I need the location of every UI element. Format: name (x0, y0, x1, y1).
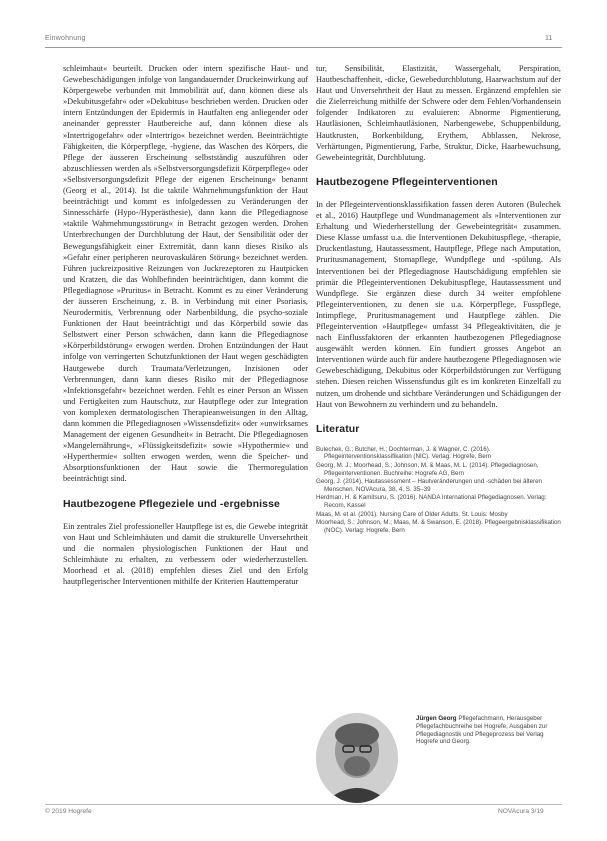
section-heading: Hautbezogene Pflegeziele und -ergebnisse (63, 497, 280, 510)
left-column (63, 63, 308, 587)
reference-list (316, 446, 561, 535)
body-paragraph: tur, Sensibilität, Elastizität, Wassergehalt, Perspiration, Hautbeschaffenheit, -dicke, Gewebedurchblutung, Haarwachstum auf der Haut und Unversehrtheit der Haut zu messen. Ergänzend empfehlen sie die Zielerreichung mithilfe der Schwere oder dem Fehlen/Vorhandensein folgender Indikatoren zu evaluieren: Abnorme Pigmentierung, Hautläsionen, Schleimhautläsionen, Narbengewebe, Schuppenbildung, Hautkrusten, Borkenbildung, Erythem, Abblassen, Nekrose, Verhärtungen, Pigmentierung, Farbe, Struktur, Dicke, Haarbewuchsung, Gewebeintegrität, Durchblutung. (316, 64, 561, 162)
author-bio (416, 715, 561, 746)
section-heading: Hautbezogene Pflegeinterventionen (316, 175, 498, 188)
reference-item: Georg, M. J.; Moorhead, S.; Johnson, M. & Maas, M. L. (2014). Pflegediagnosen, Pflegeinterventionen. Buchreihe: Hogrefe AG, Bern (316, 462, 539, 477)
author-photo (316, 713, 398, 803)
author-box (316, 713, 561, 803)
reference-item: Bulechek, G.; Butcher, H.; Dochterman, J. & Wagner, C. (2016). Pflegeinterventionsklassifikation (NIC). Verlag: Hogrefe, Bern (316, 445, 492, 461)
footer-copyright: © 2019 Hogrefe (45, 808, 92, 815)
body-paragraph: schleimhaut« beurteilt. Drucken oder intern spezifische Haut- und Gewebeschädigungen infolge von langandauernder Druckeinwirkung auf Körpergewebe verbunden mit Immobilität auf, dann können diese als »Dekubitusgefahr« oder »Dekubitus« beschrieben werden. Drucken oder intern Entzündungen der Epidermis in Hautfalten eng anliegender oder aneinander gepresster Hautbereiche auf, dann können diese als »Intertrigogefahr« oder »Intertrigo« bezeichnet werden. Beeinträchtigte Fähigkeiten, die Körperpflege, -hygiene, das Waschen des Körpers, die Pflege der äusseren Erscheinung selbstständig auszuführen oder abzuschliessen werden als »Selbstversorgungsdefizit Körperpflege« oder »Selbstversorgungsdefizit Pflege der eigenen Erscheinung« benannt (Georg et al., 2014). Ist die taktile Wahrnehmungsfunktion der Haut beeinträchtigt und kommt es infolgedessen zu Veränderungen der Sinnesschärfe (Hypo-/Hyperästhesie), dann kann die Pflegediagnose »taktile Wahrnehmungsstörung« in Betracht gezogen werden. Drohen Unterbrechungen der Durchblutung der Haut, der Sensibilität oder der Bewegungsfähigkeit einer Extremität, dann kann dieses Risiko als »Gefahr einer peripheren neurovaskulären Störung« bezeichnet werden. Führen juckreizpositive Reizungen von Juckrezeptoren zu Hautpicken und Kratzen, die das Wohlbefinden beeinträchtigen, dann kommt die Pflegediagnose »Pruritus« in Betracht. Kommt es zu einer Veränderung der äusseren Erscheinung, z. B. in Verbindung mit einer Psoriasis, Neurodermitis, Verbrennung oder Narbenbildung, die psycho-soziale Funktionen der Haut beeinträchtigt und das Körperbild sowie das Selbstwert einer Person schwächen, dann kann die Pflegediagnose »Körperbildstörung« erwogen werden. Drohen Entzündungen der Haut infolge von verringerten Schutzfunktionen der Haut wegen geschädigten Hautgewebe durch Traumata/Verletzungen, Inzisionen oder Verbrennungen, dann kann dieses Risiko mit der Pflegediagnose »Infektionsgefahr« bezeichnet werden. Fehlt es einer Person an Wissen und Fertigkeiten zum Hautschutz, zur Hautpflege oder zur Integration von komplexen dermatologischen Therapieanweisungen in den Alltag, dann kommen die Pflegediagnosen »Wissensdefizit« oder »unwirksames Management der eigenen Gesundheit« in Betracht. Die Pflegediagnosen »Mangelernährung«, »Flüssigkeitsdefizit« sowie »Hypothermie« und »Hyperthermie« sollten erwogen werden, wenn die Speicher- und Absorptionsfunktionen der Haut sowie die Thermoregulation beeinträchtigt sind. (63, 64, 308, 484)
body-paragraph: In der Pflegeinterventionsklassifikation fassen deren Autoren (Bulechek et al., 2016) Hautpflege und Wundmanagement als »Interventionen zur Erhaltung und Wiederherstellung der Gewebeintegrität« zusammen. Diese Klasse umfasst u.a. die Interventionen Dekubituspflege, -therapie, Druckentlastung, Hautassessment, Hautpflege, Pflege nach Amputation, Pruritusmanagement, Stomapflege, Wundpflege und -spülung. Als Interventionen bei der Pflegediagnose Hautschädigung empfehlen sie primär die Pflegeinterventionen Dekubituspflege, Hautassessment und Wundpflege. Sie ergänzen diese durch 34 weiter empfohlene Pflegeinterventionen, zu denen sie u.a. Körperpflege, Fusspflege, Intimpflege, Pruritusmanagement und Hautpflege zählen. Die Pflegeintervention »Hautpflege« umfasst 34 Pflegeaktivitäten, die je nach Einflussfaktoren der erkannten hautbezogenen Pflegediagnose ausgewählt werden können. Ein fundiert grosses Angebot an Interventionen würde auch für andere hautbezogene Pflegediagnosen wie Gewebeschädigung, Dekubitus oder Körperbildstörungen zur Verfügung stehen. Diesen reichen Wissensfundus gilt es im konkreten Einzelfall zu nutzen, um drohende und sichtbare Veränderungen und Schädigungen der Haut von Bewohnern zu verhindern und zu behandeln. (316, 199, 561, 409)
footer-rule (45, 804, 562, 805)
reference-item: Maas, M. et al. (2001). Nursing Care of Older Adults. St. Louis: Mosby (316, 510, 508, 518)
reference-item: Moorhead, S.; Johnson, M.; Maas, M. & Swanson, E. (2018). Pflegeergebnisklassifikation (NOC). Verlag: Hogrefe, Bern (316, 519, 561, 534)
footer-issue: NOVAcura 3/19 (498, 808, 544, 815)
author-description: Pflegefachmann, Herausgeber Pflegefachbuchreihe bei Hogrefe, Ausgaben zur Pflegediagnostik und Pflegeprozess bei Verlag Hogrefe und Georg. (416, 715, 548, 746)
section-heading: Literatur (316, 422, 360, 435)
reference-item: Herdman, H. & Kamitsuru, S. (2016). NANDA International Pflegediagnosen. Verlag: Recom, Kassel (316, 494, 547, 509)
header-rule (45, 47, 562, 48)
body-paragraph: Ein zentrales Ziel professioneller Hautpflege ist es, die Gewebe integrität von Haut und Schleimhäuten und damit die strukturelle Unversehrtheit und die normalen physiologischen Funktionen der Haut und Schleimhäute zu erhalten, zu verbessern oder wiederherzustellen. Moorhead et al. (2018) empfehlen dieses Ziel und den Erfolg hautpflegerischer Interventionen mithilfe der Kriterien Hauttemperatur (63, 521, 308, 587)
page-number: 11 (545, 35, 553, 42)
reference-item: Georg, J. (2014). Hautassessment – Hautveränderungen und -schäden bei älteren Menschen. NOVAcura, 38, 4, S. 35–39 (316, 478, 542, 493)
portrait-image (316, 713, 398, 803)
running-header: Einwohnung (45, 35, 86, 42)
author-name: Jürgen Georg (416, 715, 457, 722)
right-column (316, 63, 561, 535)
